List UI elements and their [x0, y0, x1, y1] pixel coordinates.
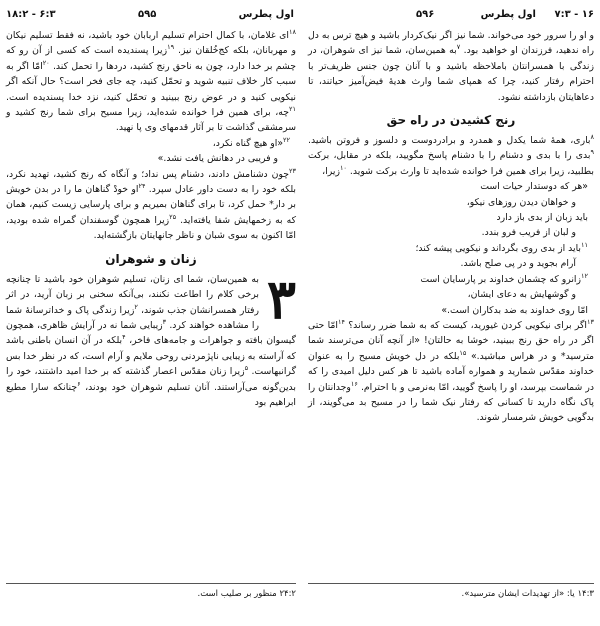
- verse-number: ۲۳: [289, 166, 296, 175]
- poem-line: «هر که دوستدار حیات است: [480, 181, 588, 193]
- verse-number: ۲: [134, 302, 138, 311]
- verse-number: ۴: [122, 333, 126, 342]
- verse-number: ۳: [162, 317, 167, 326]
- verse-text: به همین‌سان، شما ای زنان، تسلیم شوهران خود باشید تا چنانچه برخی کلام را اطاعت نکنند، بی‌آنکه سخنی بر زبان آرید، در اثر رفتار همسرانشان جذب شوند،: [6, 273, 259, 316]
- verse-number: ۱۱: [581, 240, 588, 249]
- verse-text: زیبایی شما نه در آرایش ظاهری، همچون گیسوان بافته و جواهرات و جامه‌های فاخر،: [6, 319, 296, 347]
- poem-quote: [308, 179, 594, 318]
- verse-number: ۶: [77, 379, 81, 388]
- verse-text: او خودْ گناهان ما را در بدن خویش بر دار* حمل کرد، تا برای گناهان بمیریم و برای پارسایی زیست کنیم، همان که به زخمهایش شفا یافته‌اید.: [6, 184, 296, 226]
- verse-number: ۱۵: [459, 348, 467, 357]
- verse-paragraph: [6, 266, 296, 411]
- verse-number: ۲۱: [289, 104, 296, 113]
- verse-text: بدی را با بدی و دشنام را با دشنام پاسخ مگویید، بلکه در مقابل، برکت بطلبید، زیرا برای همین فرا خوانده شده‌اید تا وارث برکت شوید.: [308, 150, 594, 177]
- footnote-divider: [308, 583, 594, 584]
- verse-number: ۲۵: [169, 212, 177, 221]
- verse-number: ۲۲: [283, 135, 290, 144]
- verse-number: ۱۹: [167, 43, 175, 52]
- verse-paragraph: [308, 133, 594, 179]
- verse-number: ۱۶: [350, 379, 358, 388]
- footnote-divider: [6, 583, 296, 584]
- verse-paragraph: [308, 318, 594, 426]
- poem-line: باید از بدی روی بگرداند و نیکویی پیشه کند؛: [415, 242, 582, 254]
- verse-number: ۲۴: [138, 181, 146, 190]
- header-title: اول پطرس: [480, 9, 536, 20]
- verse-text: بلکه در دل خویش مسیح را به عنوان خداوند مقدّس شمارید و همواره آماده باشید تا هر کس دلیل امیدی را که در شماست بپرسد، او را پاسخ گویید، امّا به‌نرمی و با احترام.: [308, 350, 594, 393]
- page-number: ۵۹۶: [416, 9, 435, 20]
- header-ref: ۷:۳ - ۱۶: [554, 9, 594, 20]
- verse-text: چون دشنامش دادند، دشنام پس نداد؛ و آنگاه که رنج کشید، تهدید نکرد، بلکه خود را به دست داور عادل سپرد.: [6, 168, 296, 196]
- verse-number: ۱۸: [289, 27, 296, 36]
- poem-quote: [6, 136, 296, 167]
- verse-paragraph: [6, 28, 296, 136]
- verse-number: ۷: [456, 43, 461, 52]
- poem-line: و فریبی در دهانش یافت نشد.»: [157, 153, 278, 165]
- header-title: اول پطرس: [238, 9, 294, 20]
- section-title: رنج کشیدن در راه حق: [386, 113, 516, 128]
- chapter-number: ۳: [266, 266, 296, 331]
- poem-line: باید زبان از بدی باز دارد: [496, 212, 588, 224]
- poem-line: و لبان از فریب فرو بندد.: [481, 227, 576, 239]
- poem-line: آرام بجوید و در پی صلح باشد.: [460, 258, 576, 270]
- footnote: ۱۴:۳ یا: «از تهدیدات ایشان مترسید».: [461, 589, 594, 599]
- section-title: زنان و شوهران: [105, 251, 197, 266]
- verse-text: زیرا،: [322, 165, 340, 177]
- verse-text: و او را سرور خود می‌خواند. شما نیز اگر نیک‌کردار باشید و هیچ ترس به دل راه ندهید، فرزندان او خواهید بود.: [308, 30, 594, 57]
- verse-paragraph: [6, 167, 296, 244]
- text-column: [308, 28, 594, 426]
- verse-number: ۱۲: [581, 271, 588, 280]
- verse-text: اگر برای نیکویی کردن غیورید، کیست که به شما ضرر رساند؟: [348, 319, 588, 331]
- verse-text: باری، همهٔ شما یکدل و همدرد و برادردوست و دلسوز و فروتن باشید.: [308, 135, 591, 147]
- text-column: [6, 28, 296, 410]
- poem-line: زانرو که چشمان خداوند بر پارسایان است: [420, 273, 582, 285]
- verse-text: امّا اگر به سبب کار خلاف تنبیه شوید و تحمّل کنید، چه جای فخر است؟ حال آنکه اگر نیکویی کنید و در عوض رنج ببینید و تحمّل کنید، نزد خدا پسندیده است.: [6, 60, 296, 103]
- verse-number: ۱۴: [337, 317, 345, 326]
- header-ref: ۱۸:۲ - ۶:۳: [6, 9, 56, 20]
- verse-text: چه، برای همین فرا خوانده شده‌اید، زیرا مسیح برای شما رنج کشید و سرمشقی گذاشت تا بر آثار قدمهای وی پا نهید.: [6, 107, 296, 134]
- verse-number: ۸: [590, 132, 594, 141]
- verse-text: به همین‌سان، شما نیز ای شوهران، در زندگی با همسرانتان باملاحظه باشید و با آنان چون جنس ظریف‌تر با احترام رفتار کنید، چرا که همپای شما وارث هدیهٔ فیض‌آمیز حیاتند، تا دعاهایتان بازداشته نشود.: [308, 45, 594, 103]
- poem-line: و خواهان دیدن روزهای نیکو،: [466, 196, 576, 208]
- page-header: [6, 9, 296, 25]
- verse-number: ۱۳: [587, 317, 594, 326]
- verse-text: زیرا همچون گوسفندان گمراه شده بودید، امّا اکنون به سوی شبان و ناظر جانهایتان بازگشته‌اید.: [6, 214, 296, 242]
- verse-text: زیرا پسندیده است که کسی از آن رو که چشم بر خدا دارد، چون به ناحق رنج کشید، دردها را تحمل کند.: [6, 45, 296, 72]
- verse-text: بلکه در آن انسان باطنی باشد که آراسته به زیبایی ناپژمردنی روحی ملایم و آرام است، که در نظر خدا بس گرانبهاست.: [6, 335, 296, 378]
- page-header: [308, 9, 594, 25]
- verse-text: ای غلامان، با کمال احترام تسلیم اربابان خود باشید، نه فقط تسلیم نیکان و مهربانان، بلکه کج‌خُلقان نیز.: [6, 30, 297, 57]
- verse-number: ۵: [244, 364, 249, 373]
- page-number: ۵۹۵: [138, 9, 157, 20]
- verse-paragraph: [308, 28, 594, 105]
- poem-line: «او هیچ گناه نکرد،: [212, 137, 284, 149]
- footnote: ۲۴:۲ منظور بر صلیب است.: [197, 589, 296, 599]
- verse-text: زیرا زندگی پاک و خداترسانهٔ شما را مشاهده خواهند کرد.: [6, 304, 259, 331]
- verse-text: چنانکه سارا مطیع ابراهیم بود: [6, 381, 296, 408]
- verse-number: ۱۰: [339, 163, 347, 172]
- poem-line: امّا روی خداوند به ضد بدکاران است.»: [441, 304, 588, 316]
- verse-text: زیرا زنان مقدّس اعصار گذشته که بر خدا امید داشتند، خود را بدین‌گونه می‌آراستند. آنان تسلیم شوهران خود بودند،: [6, 366, 296, 393]
- verse-text: وجدانتان را پاک نگاه دارید تا کسانی که رفتار نیک شما را در مسیح بد می‌گویند، از بدگویی خویش شرمسار شوند.: [308, 381, 594, 424]
- verse-number: ۲۰: [42, 58, 50, 67]
- verse-number: ۹: [590, 148, 594, 157]
- poem-line: و گوشهایش به دعای ایشان،: [467, 289, 576, 301]
- verse-text: امّا حتی اگر در راه حق رنج ببینید، خوشا به حالتان! «از آنچه آنان می‌ترسند شما مترسید* و در هراس مباشید.»: [308, 319, 594, 362]
- right-page: [300, 0, 600, 626]
